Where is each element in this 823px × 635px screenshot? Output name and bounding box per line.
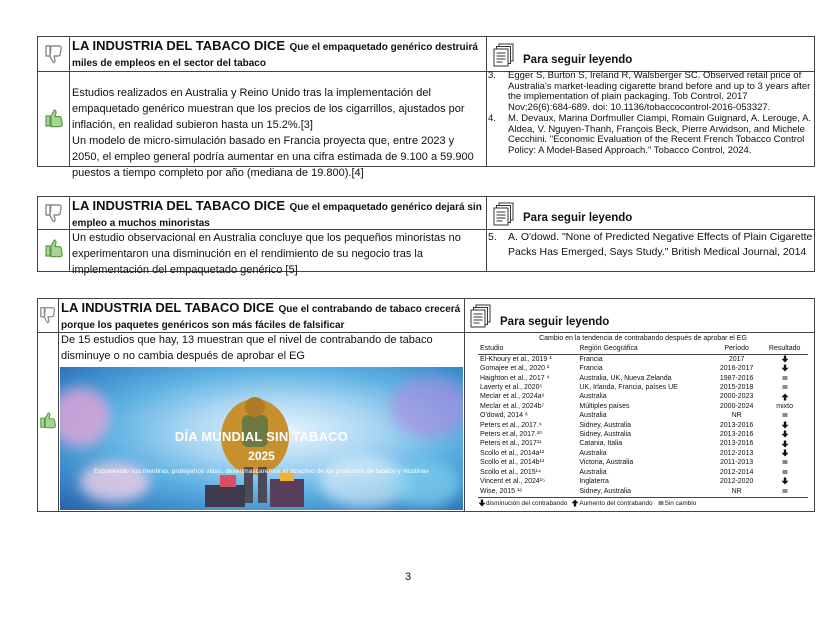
banner-year: 2025 (248, 449, 275, 463)
legend-label: disminución del contrabando (486, 499, 568, 507)
table-cell: O'dowd, 2014 ⁸ (480, 412, 528, 420)
equal-sign-icon (761, 383, 808, 392)
table-cell: 2013-2016 (719, 440, 754, 448)
table-cell: Peters et al., 2017.⁹ (480, 421, 542, 429)
table-row (478, 402, 808, 411)
table-cell: 2012-2013 (719, 449, 754, 457)
banner-subtitle: Exponiendo sus mentiras, protejamos vidas: desenmascaremos el atractivo de los productos de tabaco y nicotina» (94, 468, 429, 475)
thumbs-down-icon (39, 304, 57, 326)
table-cell: 2012-2020 (719, 478, 754, 486)
section-3-body: De 15 estudios que hay, 13 muestran que el nivel de contrabando de tabaco disminuye o no cambia después de aprobar el EG (61, 334, 433, 362)
table-cell: Australia (579, 449, 607, 457)
table-cell: El-Khoury et al., 2019 ¹ (480, 355, 552, 363)
section-3-header: LA INDUSTRIA DEL TABACO DICE Que el contrabando de tabaco crecerá porque los paquetes genéricos son más fáciles de falsificar (61, 300, 461, 331)
legend-label: Sin cambio (664, 499, 697, 507)
table-cell: Meclar et al., 2024b⁷ (480, 402, 545, 410)
thumbs-up-icon (39, 409, 57, 431)
table-row (478, 477, 808, 486)
equal-sign-icon (761, 487, 808, 496)
section-2-body: Un estudio observacional en Australia concluye que los pequeños minoristas no experimentaron una disminución en el rendimiento de su negocio tras la implementación del empaquetado genérico [5] (72, 232, 461, 276)
thumbs-down-icon (44, 43, 64, 65)
equal-sign-icon (761, 374, 808, 383)
table-row (478, 421, 808, 430)
table-cell: 2013-2016 (719, 421, 754, 429)
table-cell: Laverty et al., 2020⁵ (480, 384, 543, 392)
thumbs-down-icon (44, 202, 64, 224)
arrow-down-icon (761, 421, 808, 430)
section-2-header: LA INDUSTRIA DEL TABACO DICE Que el empaquetado genérico dejará sin empleo a muchos minoristas (72, 198, 482, 229)
table-row (478, 458, 808, 467)
table-row (478, 383, 808, 392)
table-row (478, 449, 808, 458)
reference-item: 3. Egger S, Burton S, Ireland R, Walsberger SC. Observed retail price of Australia's market-leading cigarette brand before and up to 3 years after the implementation of plain packaging. Tob Control. 2017 Nov;26(6):684-689. doi: 10.1136/tobaccocontrol-2016-053327. (488, 70, 811, 113)
table-row (478, 468, 808, 477)
world-no-tobacco-day-banner (60, 367, 463, 510)
arrow-down-icon (761, 354, 808, 364)
table-cell: Sidney, Australia (579, 421, 631, 429)
table-legend (478, 497, 808, 508)
arrow-down-icon (478, 499, 486, 507)
document-stack-icon (493, 43, 515, 67)
section-1-references (488, 71, 813, 156)
table-row (478, 374, 808, 383)
equal-sign-icon (657, 499, 665, 507)
table-cell: Vincent et al., 2024¹⁵ (480, 478, 546, 486)
equal-sign-icon (761, 468, 808, 477)
reference-item: 4. M. Devaux, Marina Dorfmuller Ciampi, Romain Guignard, A. Lerouge, A. Aldea, V. Nguyen-Thanh, François Beck, Pierre Arwidson, and Michele Cecchini. "Economic Evaluation of the Recent French Tobacco Control Policy: A Model-Based Approach." Tobacco Control, 2024. (488, 113, 812, 156)
table-row (478, 430, 808, 439)
arrow-down-icon (761, 430, 808, 439)
table-cell: 2012-2014 (719, 468, 754, 476)
table-row (478, 487, 808, 496)
section-1-table (37, 36, 815, 179)
table-caption: Cambio en la tendencia de contrabando después de aprobar el EG (539, 335, 747, 342)
legend-item (571, 500, 652, 507)
table-row (478, 439, 808, 448)
table-cell: 2000-2023 (719, 393, 754, 401)
arrow-down-icon (761, 477, 808, 486)
table-cell: UK, Irlanda, Francia, países UE (579, 384, 678, 392)
document-stack-icon (493, 202, 515, 226)
table-cell: Peters et al., 2017¹¹ (480, 440, 542, 448)
table-cell: Australia (579, 468, 607, 476)
table-cell: Múltiples países (579, 402, 630, 410)
table-cell: Victoria, Australia (579, 459, 634, 467)
table-cell: Meclar et al., 2024a⁶ (480, 393, 545, 401)
thumbs-up-icon (44, 107, 64, 129)
table-cell: 2011-2013 (720, 459, 754, 467)
table-cell: 2016-2017 (719, 365, 754, 373)
table-row (478, 354, 808, 364)
table-row (478, 364, 808, 373)
table-cell: Francia (579, 355, 603, 363)
column-header: Resultado (761, 344, 808, 354)
table-row (478, 411, 808, 420)
section-3-seguir-leyendo: Para seguir leyendo (500, 316, 610, 328)
table-cell: Wise, 2015 ¹⁶ (480, 487, 523, 495)
table-cell: Peters et al, 2017.¹⁰ (480, 431, 542, 439)
document-stack-icon (470, 304, 492, 328)
table-cell: Sidney, Australia (579, 431, 631, 439)
table-cell: NR (731, 412, 742, 420)
column-header: Estudio (478, 344, 577, 354)
table-cell: 2000-2024 (719, 402, 754, 410)
arrow-down-icon (761, 364, 808, 373)
page-number: 3 (405, 571, 412, 583)
reference-item: 5. A. O'dowd. "None of Predicted Negative Effects of Plain Cigarette Packs Has Emerged, Says Study." British Medical Journal, 2014 (488, 231, 813, 258)
section-1-header: LA INDUSTRIA DEL TABACO DICE Que el empaquetado genérico destruirá miles de empleos en el sector del tabaco (72, 38, 478, 69)
section-3-table (37, 298, 815, 512)
arrow-down-icon (761, 449, 808, 458)
section-1-seguir-leyendo: Para seguir leyendo (523, 54, 633, 66)
table-cell: Sidney, Australia (579, 487, 631, 495)
column-header: Región Geográfica (577, 344, 712, 354)
table-cell: Australia, UK, Nueva Zelanda (579, 374, 672, 382)
arrow-up-icon (761, 392, 808, 401)
legend-item (657, 500, 697, 507)
table-cell: Scollo et al., 2014a¹² (480, 449, 545, 457)
table-cell: mixto (776, 402, 793, 410)
banner-title: DÍA MUNDIAL SIN TABACO (174, 429, 349, 444)
table-row (478, 392, 808, 401)
column-header: Período (712, 344, 761, 354)
legend-item (478, 500, 567, 507)
table-cell: Inglaterra (579, 478, 609, 486)
table-cell: Gomajee et al., 2020 ² (480, 365, 550, 373)
section-2-seguir-leyendo: Para seguir leyendo (523, 212, 633, 224)
table-cell: Haighton et al., 2017 ⁴ (480, 374, 550, 382)
arrow-down-icon (761, 439, 808, 448)
thumbs-up-icon (44, 237, 64, 259)
table-cell: Francia (579, 365, 603, 373)
table-cell: Australia (579, 412, 607, 420)
table-cell: 1987-2016 (719, 374, 754, 382)
table-cell: NR (731, 487, 742, 495)
equal-sign-icon (761, 411, 808, 420)
table-cell: Australia (579, 393, 607, 401)
section-1-body: Estudios realizados en Australia y Reino Unido tras la implementación del empaquetado genérico muestran que los precios de los cigarrillos, ajustados por inflación, en realidad subieron hasta un 15.2%.[3] Un modelo de micro-simulación basado en Francia proyecta que, entre 2023 y 2050, el empleo general podría aumentar en una cifra estimada de 9.100 a 59.900 puestos a tiempo completo por año (mediana de 19.800).[4] (72, 87, 474, 179)
legend-label: Aumento del contrabando (579, 499, 653, 507)
table-cell: Catania, Italia (579, 440, 623, 448)
table-cell: Scollo et al., 2014b¹³ (480, 459, 545, 467)
table-cell: 2013-2016 (719, 431, 754, 439)
section-2-table (37, 196, 815, 276)
smuggling-studies-table (478, 334, 808, 508)
equal-sign-icon (761, 458, 808, 467)
table-cell: Scollo et al., 2015¹⁴ (480, 468, 541, 476)
table-cell: 2015-2018 (719, 384, 754, 392)
table-cell: 2017 (728, 355, 745, 363)
